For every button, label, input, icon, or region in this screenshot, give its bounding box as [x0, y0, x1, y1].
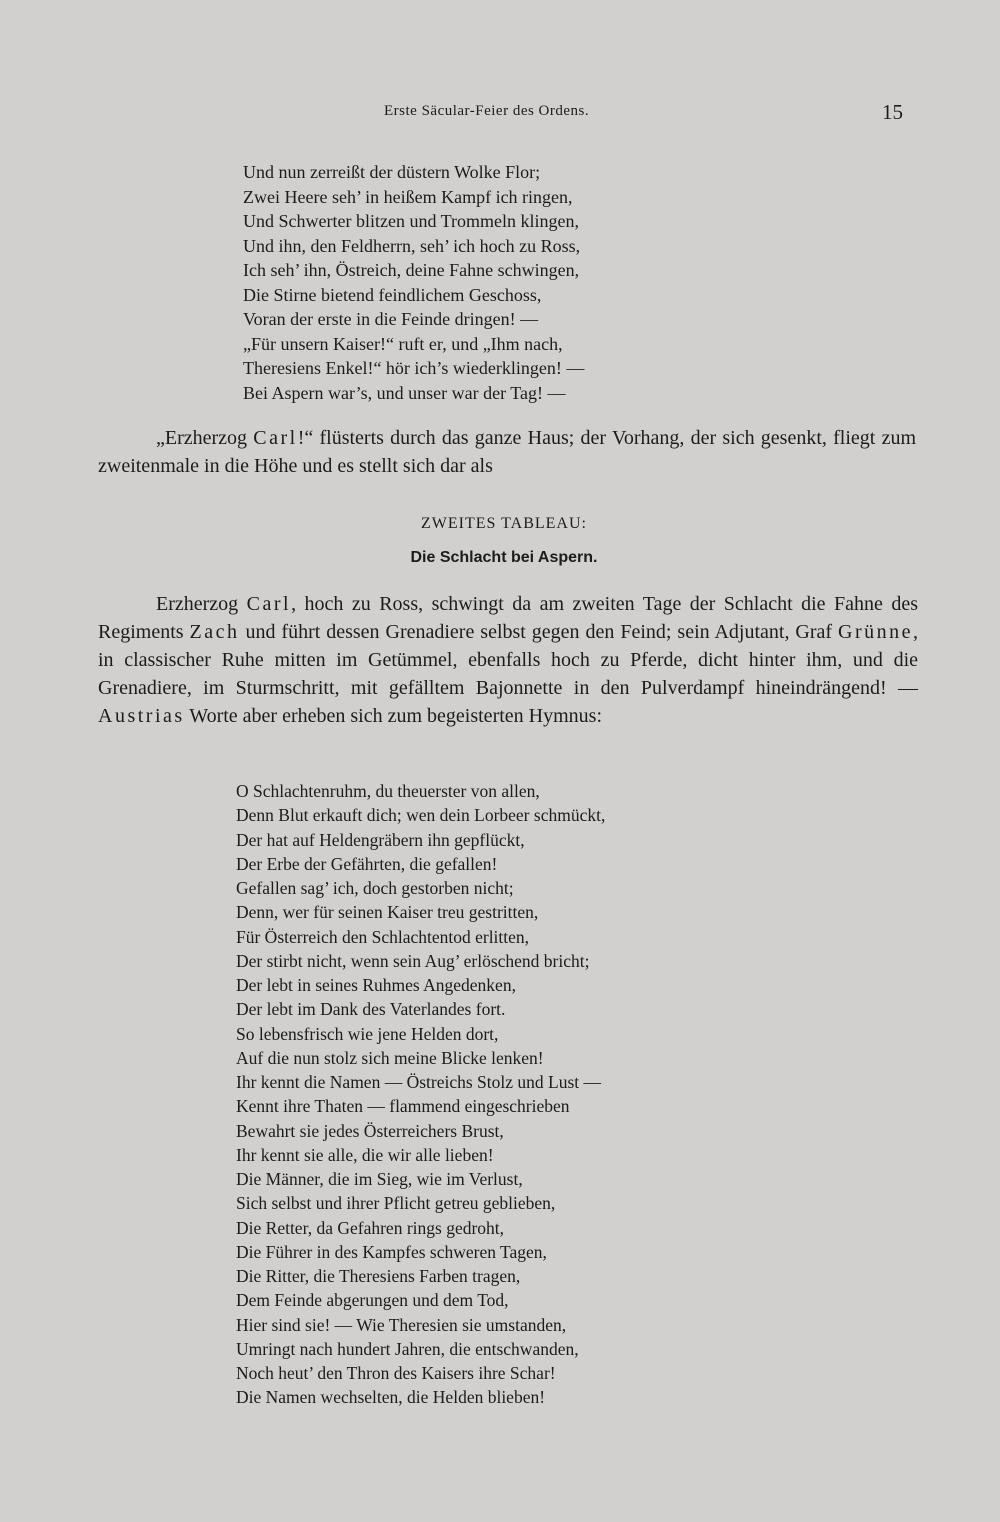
text-run: , in classischer Ruhe mitten im Getümmel, ebenfalls hoch zu Pferde, dicht hinter ihm, und die Grenadiere, im Sturmschritt, mit gefälltem Bajonnette in den Pulverdampf hineindrängend! — — [98, 621, 919, 699]
verse-line: Ich seh’ ihn, Östreich, deine Fahne schwingen, — [243, 260, 580, 280]
verse-line: Noch heut’ den Thron des Kaisers ihre Schar! — [236, 1363, 556, 1383]
verse-line: Kennt ihre Thaten — flammend eingeschrieben — [236, 1096, 570, 1117]
prose-paragraph-2 — [98, 590, 918, 730]
verse-line: Ihr kennt die Namen — Östreichs Stolz und Lust — — [236, 1072, 602, 1092]
verse-line: Und nun zerreißt der düstern Wolke Flor; — [243, 162, 541, 182]
verse-line: Denn, wer für seinen Kaiser treu gestritten, — [236, 902, 539, 923]
tableau-label: ZWEITES TABLEAU: — [421, 515, 587, 532]
prose-paragraph-1 — [98, 424, 916, 480]
verse-block-1 — [243, 160, 584, 405]
verse-line: Der lebt im Dank des Vaterlandes fort. — [236, 999, 506, 1020]
text-run: „Erzherzog — [156, 427, 254, 449]
verse-line: Die Ritter, die Theresiens Farben tragen, — [236, 1266, 521, 1286]
verse-line: Bei Aspern war’s, und unser war der Tag! — — [243, 382, 566, 403]
verse-line: Umringt nach hundert Jahren, die entschwanden, — [236, 1338, 579, 1359]
verse-line: Denn Blut erkauft dich; wen dein Lorbeer schmückt, — [236, 805, 606, 826]
tableau-title: Die Schlacht bei Aspern. — [410, 549, 598, 566]
verse-line: Und ihn, den Feldherrn, seh’ ich hoch zu Ross, — [243, 235, 581, 256]
verse-line: Der Erbe der Gefährten, die gefallen! — [236, 853, 498, 874]
page-number: 15 — [882, 100, 903, 124]
running-head: Erste Säcular-Feier des Ordens. — [384, 103, 590, 119]
text-run: Erzherzog — [156, 593, 247, 615]
verse-line: Hier sind sie! — Wie Theresien sie umstanden, — [236, 1314, 567, 1335]
verse-line: Der hat auf Heldengräbern ihn gepflückt, — [236, 829, 525, 850]
verse-line: Bewahrt sie jedes Österreichers Brust, — [236, 1120, 504, 1141]
verse-line: Die Namen wechselten, die Helden blieben! — [236, 1387, 546, 1408]
spaced-name: Zach — [189, 621, 240, 643]
verse-line: O Schlachtenruhm, du theuerster von allen, — [236, 781, 540, 801]
text-run: und führt dessen Grenadiere selbst gegen den Feind; sein Adjutant, Graf — [239, 621, 839, 643]
verse-line: Die Stirne bietend feindlichem Geschoss, — [243, 284, 542, 305]
verse-line: Theresiens Enkel!“ hör ich’s wiederklingen! — — [243, 358, 585, 378]
text-run: Worte aber erheben sich zum begeisterten Hymnus: — [184, 705, 602, 727]
verse-line: Auf die nun stolz sich meine Blicke lenken! — [236, 1047, 544, 1068]
verse-line: Die Retter, da Gefahren rings gedroht, — [236, 1217, 505, 1238]
spaced-name: Carl — [246, 593, 292, 615]
verse-line: Die Führer in des Kampfes schweren Tagen, — [236, 1241, 547, 1262]
verse-line: Dem Feinde abgerungen und dem Tod, — [236, 1290, 509, 1311]
verse-block-2 — [236, 779, 605, 1410]
verse-line: Sich selbst und ihrer Pflicht getreu geblieben, — [236, 1193, 556, 1214]
verse-line: Für Österreich den Schlachtentod erlitten, — [236, 926, 530, 947]
text-run: !“ flüsterts durch das ganze Haus; der Vorhang, der sich gesenkt, fliegt zum zweitenmale in die Höhe und es stellt sich dar als — [98, 427, 916, 477]
verse-line: Zwei Heere seh’ in heißem Kampf ich ringen, — [243, 186, 573, 207]
verse-line: „Für unsern Kaiser!“ ruft er, und „Ihm nach, — [243, 333, 563, 354]
verse-line: Der lebt in seines Ruhmes Angedenken, — [236, 975, 516, 995]
spaced-name: Austrias — [98, 705, 185, 727]
verse-line: So lebensfrisch wie jene Helden dort, — [236, 1023, 499, 1044]
verse-line: Voran der erste in die Feinde dringen! — — [243, 309, 539, 329]
verse-line: Gefallen sag’ ich, doch gestorben nicht; — [236, 878, 514, 898]
text-run: , hoch zu Ross, schwingt da am zweiten Tage der Schlacht die Fahne des Regiments — [98, 593, 919, 643]
spaced-name: Grünne — [838, 621, 914, 643]
spaced-name: Carl — [253, 427, 298, 449]
verse-line: Die Männer, die im Sieg, wie im Verlust, — [236, 1169, 523, 1189]
verse-line: Und Schwerter blitzen und Trommeln klingen, — [243, 211, 579, 231]
verse-line: Ihr kennt sie alle, die wir alle lieben! — [236, 1144, 494, 1165]
verse-line: Der stirbt nicht, wenn sein Aug’ erlöschend bricht; — [236, 950, 590, 971]
page-header — [0, 100, 1000, 127]
